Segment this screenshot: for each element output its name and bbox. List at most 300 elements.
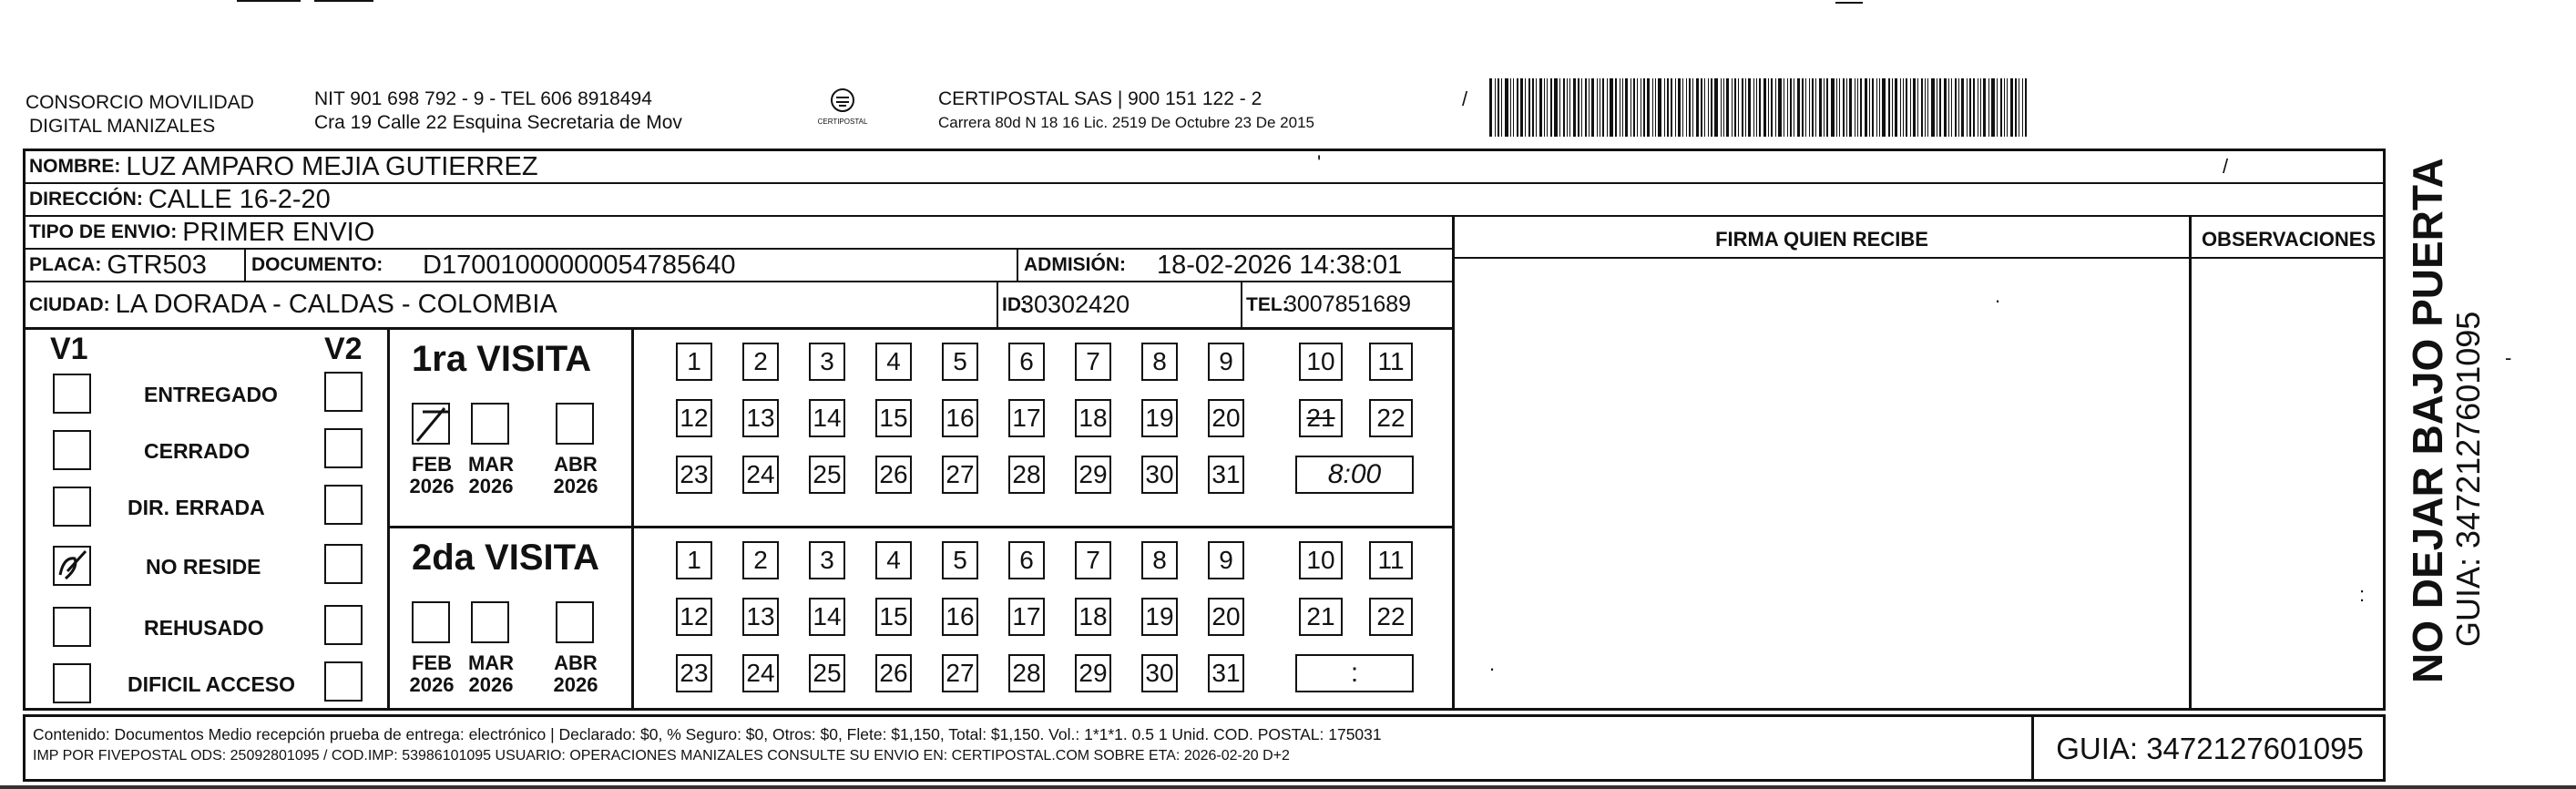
day-box[interactable]: 30 — [1141, 456, 1178, 494]
day-box[interactable]: 9 — [1208, 343, 1244, 381]
barcode-bar — [1513, 78, 1514, 137]
scan-mark — [237, 0, 301, 2]
barcode-bar — [1591, 78, 1594, 137]
day-box[interactable]: 2 — [742, 343, 779, 381]
observaciones-header: OBSERVACIONES — [2201, 228, 2377, 251]
placa-row — [26, 250, 1452, 282]
day-box[interactable]: 18 — [1075, 399, 1111, 437]
visit-title: 2da VISITA — [412, 538, 599, 578]
barcode-bar — [1955, 78, 1957, 137]
month-year: 2026 — [468, 475, 514, 497]
month-checkbox[interactable] — [556, 601, 594, 643]
barcode-bar — [1637, 78, 1638, 137]
barcode-bar — [1682, 78, 1683, 137]
direccion-row — [26, 184, 2383, 217]
direccion-value: CALLE 16-2-20 — [148, 184, 331, 214]
barcode-bar — [1602, 78, 1604, 137]
month-checkbox[interactable] — [471, 601, 509, 643]
day-box[interactable]: 12 — [676, 598, 712, 636]
barcode-bar — [1768, 78, 1769, 137]
barcode-bar — [1589, 78, 1590, 137]
barcode-bar — [1826, 78, 1828, 137]
barcode-bar — [1734, 78, 1736, 137]
barcode-icon — [1489, 78, 2213, 137]
day-box[interactable]: 25 — [809, 456, 845, 494]
scan-edge — [0, 785, 2576, 789]
month-label — [550, 652, 601, 696]
barcode-bar — [1895, 78, 1897, 137]
barcode-bar — [1505, 78, 1508, 137]
day-box[interactable]: 10 — [1299, 541, 1343, 579]
day-box[interactable]: 1 — [676, 343, 712, 381]
barcode-bar — [1704, 78, 1705, 137]
barcode-bar — [1790, 78, 1792, 137]
day-box[interactable]: 2 — [742, 541, 779, 579]
footer-guia: GUIA: 3472127601095 — [2056, 732, 2364, 765]
day-box[interactable]: 22 — [1369, 399, 1413, 437]
day-box[interactable]: 4 — [875, 343, 912, 381]
barcode-bar — [1689, 78, 1691, 137]
barcode-bar — [1643, 78, 1645, 137]
v1-checkbox[interactable] — [53, 663, 91, 703]
barcode-bar — [1686, 78, 1687, 137]
barcode-bar — [1721, 78, 1722, 137]
month-name: MAR — [467, 453, 515, 476]
barcode-bar — [1510, 78, 1511, 137]
v2-checkbox[interactable] — [324, 485, 363, 525]
day-box[interactable]: 21 — [1299, 399, 1343, 437]
day-box[interactable]: 18 — [1075, 598, 1111, 636]
barcode-bar — [1675, 78, 1676, 137]
barcode-bar — [1815, 78, 1816, 137]
month-name: MAR — [467, 651, 515, 674]
documento-label: DOCUMENTO: — [251, 254, 383, 275]
month-name: ABR — [554, 453, 598, 476]
day-box[interactable]: 15 — [875, 399, 912, 437]
day-box[interactable]: 3 — [809, 343, 845, 381]
month-checkbox[interactable] — [471, 403, 509, 445]
barcode-bar — [1536, 78, 1537, 137]
barcode-bar — [1563, 78, 1565, 137]
nit-line: NIT 901 698 792 - 9 - TEL 606 8918494 — [314, 88, 652, 109]
barcode-bar — [1652, 78, 1653, 137]
barcode-bar — [1921, 78, 1923, 137]
barcode-bar — [1701, 78, 1702, 137]
day-box[interactable]: 29 — [1075, 654, 1111, 692]
admision-value: 18-02-2026 14:38:01 — [1157, 250, 1403, 280]
barcode-bar — [2010, 78, 2013, 137]
day-box[interactable]: 19 — [1141, 399, 1178, 437]
barcode-bar — [1778, 78, 1782, 137]
barcode-bar — [1667, 78, 1669, 137]
barcode-bar — [1900, 78, 1901, 137]
v2-header: V2 — [324, 332, 363, 366]
courier-info — [938, 87, 1314, 135]
month-year: 2026 — [553, 475, 598, 497]
barcode-bar — [1983, 78, 1986, 137]
month-label — [465, 454, 516, 497]
day-box[interactable]: 6 — [1008, 541, 1045, 579]
scan-mark: / — [1462, 87, 1468, 110]
day-box[interactable]: 22 — [1369, 598, 1413, 636]
barcode-bar — [1539, 78, 1542, 137]
day-box[interactable]: 8 — [1141, 541, 1178, 579]
barcode-bar — [1658, 78, 1661, 137]
barcode-bar — [1708, 78, 1709, 137]
status-label: NO RESIDE — [146, 555, 261, 579]
barcode-bar — [1797, 78, 1800, 137]
barcode-bar — [1882, 78, 1886, 137]
barcode-bar — [1569, 78, 1570, 137]
v2-checkbox[interactable] — [324, 428, 363, 468]
barcode-bar — [1554, 78, 1558, 137]
barcode-bar — [1906, 78, 1907, 137]
status-label: DIFICIL ACCESO — [128, 672, 296, 696]
nombre-label: NOMBRE: — [29, 156, 121, 177]
divider — [997, 282, 998, 330]
day-box[interactable]: 26 — [875, 654, 912, 692]
scan-mark: : — [2359, 583, 2366, 606]
day-box[interactable]: 1 — [676, 541, 712, 579]
barcode-bar — [1865, 78, 1867, 137]
barcode-bar — [1869, 78, 1870, 137]
v1-checkbox[interactable] — [53, 607, 91, 647]
barcode-bar — [1961, 78, 1964, 137]
tipo-label: TIPO DE ENVIO: — [29, 221, 178, 242]
footer-line-2: IMP POR FIVEPOSTAL ODS: 25092801095 / COD.IMP: 53986101095 USUARIO: OPERACIONES MANIZALES CONSULTE SU ENVIO EN: CERTIPOSTAL.COM SOBRE ETA: 2026-02-20 D+2 — [33, 748, 1290, 763]
signature-area[interactable] — [1455, 259, 2189, 711]
day-box[interactable]: 12 — [676, 399, 712, 437]
day-box[interactable]: 13 — [742, 399, 779, 437]
day-box[interactable]: 11 — [1369, 343, 1413, 381]
barcode-bar — [1967, 78, 1968, 137]
firma-header: FIRMA QUIEN RECIBE — [1715, 228, 1928, 251]
barcode-bar — [1573, 78, 1576, 137]
day-box[interactable]: 17 — [1008, 399, 1045, 437]
day-box[interactable]: 30 — [1141, 654, 1178, 692]
day-box[interactable]: 6 — [1008, 343, 1045, 381]
courier-line-2: Carrera 80d N 18 16 Lic. 2519 De Octubre 23 De 2015 — [938, 114, 1314, 131]
barcode-bar — [1647, 78, 1650, 137]
day-box[interactable]: 15 — [875, 598, 912, 636]
barcode-bar — [1748, 78, 1751, 137]
barcode-bar — [1525, 78, 1526, 137]
checkmark-icon — [55, 548, 91, 586]
barcode-bar — [2000, 78, 2002, 137]
barcode-bar — [1615, 78, 1617, 137]
barcode-bar — [1544, 78, 1545, 137]
tipo-value: PRIMER ENVIO — [182, 217, 375, 247]
barcode-bar — [1802, 78, 1804, 137]
day-box[interactable]: 10 — [1299, 343, 1343, 381]
scan-mark: . — [1995, 284, 2001, 307]
barcode-bar — [1732, 78, 1733, 137]
logo-icon — [830, 87, 855, 113]
barcode-bar — [1948, 78, 1949, 137]
barcode-bar — [1692, 78, 1693, 137]
day-box[interactable]: 17 — [1008, 598, 1045, 636]
barcode-bar — [1980, 78, 1981, 137]
barcode-bar — [1939, 78, 1941, 137]
barcode-bar — [1753, 78, 1754, 137]
barcode-bar — [1927, 78, 1928, 137]
month-label — [406, 454, 457, 497]
ciudad-value: LA DORADA - CALDAS - COLOMBIA — [115, 290, 557, 319]
day-box[interactable]: 24 — [742, 654, 779, 692]
barcode-bar — [1532, 78, 1534, 137]
month-name: ABR — [554, 651, 598, 674]
scan-mark: / — [2223, 155, 2229, 178]
barcode-bar — [1944, 78, 1947, 137]
scan-mark: - — [2505, 346, 2512, 369]
v1-checkbox[interactable] — [53, 374, 91, 414]
divider — [1241, 282, 1242, 330]
company-name — [26, 91, 254, 138]
day-box[interactable]: 19 — [1141, 598, 1178, 636]
footer-line-1: Contenido: Documentos Medio recepción prueba de entrega: electrónico | Declarado: $0, % Seguro: $0, Otros: $0, Flete: $1,150, Total: $1,150. Vol.: 1*1*1. 0.5 1 Unid. COD. POSTAL: 175031 — [33, 725, 1382, 743]
status-label: REHUSADO — [144, 616, 264, 640]
scan-mark: . — [1489, 652, 1496, 675]
v2-checkbox[interactable] — [324, 372, 363, 412]
address-line: Cra 19 Calle 22 Esquina Secretaria de Mov — [314, 112, 682, 133]
day-box[interactable]: 27 — [942, 456, 978, 494]
barcode-bar — [1819, 78, 1822, 137]
day-box[interactable]: 14 — [809, 598, 845, 636]
day-box[interactable]: 13 — [742, 598, 779, 636]
barcode-bar — [1678, 78, 1681, 137]
id-label: ID: — [1002, 293, 1027, 315]
nombre-value: LUZ AMPARO MEJIA GUTIERREZ — [126, 151, 538, 181]
nombre-row — [26, 151, 2383, 184]
day-box[interactable]: 11 — [1369, 541, 1413, 579]
day-box[interactable]: 31 — [1208, 654, 1244, 692]
certipostal-logo — [815, 87, 870, 126]
barcode-bar — [1517, 78, 1518, 137]
barcode-bar — [1879, 78, 1880, 137]
barcode-bar — [1860, 78, 1862, 137]
placa-label: PLACA: — [29, 254, 102, 275]
month-label — [406, 652, 457, 696]
barcode-bar — [1625, 78, 1628, 137]
barcode-bar — [1846, 78, 1847, 137]
barcode-bar — [1831, 78, 1835, 137]
barcode-bar — [1528, 78, 1530, 137]
v2-checkbox[interactable] — [324, 661, 363, 702]
admision-label: ADMISIÓN: — [1024, 254, 1126, 275]
barcode-bar — [1726, 78, 1729, 137]
barcode-bar — [1585, 78, 1587, 137]
day-box[interactable]: 16 — [942, 598, 978, 636]
logo-text: CERTIPOSTAL — [817, 118, 868, 126]
barcode-bar — [1723, 78, 1724, 137]
time-field[interactable]: : — [1295, 654, 1414, 692]
barcode-bar — [1559, 78, 1560, 137]
ciudad-row — [26, 282, 1452, 330]
status-divider — [387, 330, 390, 711]
day-box[interactable]: 23 — [676, 654, 712, 692]
day-box[interactable]: 31 — [1208, 456, 1244, 494]
barcode-bar — [1917, 78, 1918, 137]
barcode-bar — [1622, 78, 1623, 137]
day-box[interactable]: 20 — [1208, 598, 1244, 636]
barcode-bar — [1849, 78, 1852, 137]
barcode-bar — [1771, 78, 1773, 137]
day-box[interactable]: 3 — [809, 541, 845, 579]
visit-title: 1ra VISITA — [412, 339, 592, 379]
tel-value: 3007851689 — [1284, 292, 1412, 317]
side-guia: GUIA: 3472127601095 — [2449, 311, 2487, 647]
barcode-bar — [1671, 78, 1672, 137]
company-contact — [314, 87, 682, 135]
v1-checkbox[interactable] — [53, 487, 91, 527]
day-box[interactable]: 5 — [942, 343, 978, 381]
status-label: ENTREGADO — [144, 383, 278, 406]
month-label — [465, 652, 516, 696]
barcode-bar — [1711, 78, 1712, 137]
footer-text — [33, 723, 1382, 767]
status-label: DIR. ERRADA — [128, 496, 265, 519]
barcode-bar — [1581, 78, 1582, 137]
barcode-bar — [1997, 78, 1998, 137]
day-box[interactable]: 29 — [1075, 456, 1111, 494]
barcode-bar — [2004, 78, 2005, 137]
side-title: NO DEJAR BAJO PUERTA — [2404, 158, 2451, 683]
day-box[interactable]: 7 — [1075, 343, 1111, 381]
ciudad-label: CIUDAD: — [29, 293, 110, 315]
barcode-bar — [1610, 78, 1613, 137]
company-line-2: DIGITAL MANIZALES — [29, 116, 216, 137]
barcode-bar — [1607, 78, 1608, 137]
day-box[interactable]: 27 — [942, 654, 978, 692]
barcode-bar — [1913, 78, 1916, 137]
barcode-bar — [1578, 78, 1579, 137]
id-value: 30302420 — [1020, 291, 1130, 318]
documento-value: D17001000000054785640 — [423, 250, 736, 280]
barcode-bar — [2025, 78, 2027, 137]
barcode-bar — [1498, 78, 1499, 137]
barcode-bar — [2015, 78, 2017, 137]
barcode-bar — [2007, 78, 2008, 137]
company-line-1: CONSORCIO MOVILIDAD — [26, 92, 254, 113]
barcode-bar — [1520, 78, 1523, 137]
barcode-bar — [1655, 78, 1656, 137]
v1-checkbox[interactable] — [53, 430, 91, 470]
barcode-bar — [1925, 78, 1926, 137]
scan-mark — [314, 0, 373, 2]
tel-label: TEL: — [1246, 293, 1289, 315]
month-checkbox[interactable] — [412, 601, 450, 643]
month-checkbox[interactable] — [556, 403, 594, 445]
barcode-bar — [1824, 78, 1825, 137]
barcode-bar — [1991, 78, 1995, 137]
v2-checkbox[interactable] — [324, 605, 363, 645]
month-name: FEB — [412, 453, 452, 476]
direccion-label: DIRECCIÓN: — [29, 189, 143, 210]
barcode-bar — [1501, 78, 1502, 137]
barcode-bar — [1787, 78, 1788, 137]
day-box[interactable]: 28 — [1008, 456, 1045, 494]
barcode-bar — [1742, 78, 1743, 137]
divider — [244, 250, 246, 282]
day-box[interactable]: 21 — [1299, 598, 1343, 636]
barcode-bar — [1969, 78, 1971, 137]
day-box[interactable]: 26 — [875, 456, 912, 494]
barcode-bar — [1696, 78, 1699, 137]
barcode-bar — [1567, 78, 1568, 137]
day-box[interactable]: 5 — [942, 541, 978, 579]
v2-checkbox[interactable] — [324, 544, 363, 584]
barcode-bar — [1872, 78, 1874, 137]
divider — [1017, 250, 1018, 282]
day-box[interactable]: 20 — [1208, 399, 1244, 437]
observaciones-area[interactable] — [2192, 259, 2386, 711]
day-box[interactable]: 23 — [676, 456, 712, 494]
v1-header: V1 — [50, 332, 88, 366]
barcode-bar — [1738, 78, 1739, 137]
barcode-bar — [1550, 78, 1552, 137]
barcode-bar — [1714, 78, 1718, 137]
barcode-bar — [1809, 78, 1810, 137]
barcode-bar — [1892, 78, 1893, 137]
barcode-bar — [1597, 78, 1598, 137]
day-box[interactable]: 24 — [742, 456, 779, 494]
barcode-bar — [1988, 78, 1989, 137]
barcode-bar — [1973, 78, 1975, 137]
side-label — [2405, 137, 2487, 683]
month-checkbox[interactable] — [412, 403, 450, 445]
day-box[interactable]: 16 — [942, 399, 978, 437]
day-box[interactable]: 9 — [1208, 541, 1244, 579]
barcode-bar — [2022, 78, 2023, 137]
barcode-bar — [1910, 78, 1911, 137]
visit-divider — [387, 526, 1452, 528]
month-year: 2026 — [553, 673, 598, 696]
barcode-bar — [1812, 78, 1814, 137]
month-year: 2026 — [409, 673, 455, 696]
tipo-row — [26, 217, 1452, 250]
barcode-bar — [1839, 78, 1840, 137]
courier-line-1: CERTIPOSTAL SAS | 900 151 122 - 2 — [938, 88, 1262, 109]
barcode-bar — [1931, 78, 1935, 137]
day-box[interactable]: 14 — [809, 399, 845, 437]
checkmark-icon — [414, 405, 450, 445]
barcode-bar — [1745, 78, 1746, 137]
barcode-bar — [1805, 78, 1806, 137]
months-divider — [631, 330, 634, 711]
barcode-bar — [1495, 78, 1496, 137]
month-name: FEB — [412, 651, 452, 674]
barcode-bar — [1489, 78, 1492, 137]
barcode-bar — [1888, 78, 1890, 137]
barcode-bar — [1775, 78, 1776, 137]
month-year: 2026 — [409, 475, 455, 497]
day-box[interactable]: 4 — [875, 541, 912, 579]
day-box[interactable]: 25 — [809, 654, 845, 692]
barcode-bar — [1836, 78, 1837, 137]
month-year: 2026 — [468, 673, 514, 696]
barcode-bar — [1958, 78, 1959, 137]
barcode-bar — [1857, 78, 1858, 137]
status-label: CERRADO — [144, 439, 250, 463]
time-field[interactable]: 8:00 — [1295, 456, 1414, 494]
day-box[interactable]: 8 — [1141, 343, 1178, 381]
v1-checkbox[interactable] — [53, 546, 91, 586]
barcode-bar — [1547, 78, 1548, 137]
day-box[interactable]: 7 — [1075, 541, 1111, 579]
barcode-bar — [1903, 78, 1904, 137]
barcode-bar — [1951, 78, 1952, 137]
day-box[interactable]: 28 — [1008, 654, 1045, 692]
